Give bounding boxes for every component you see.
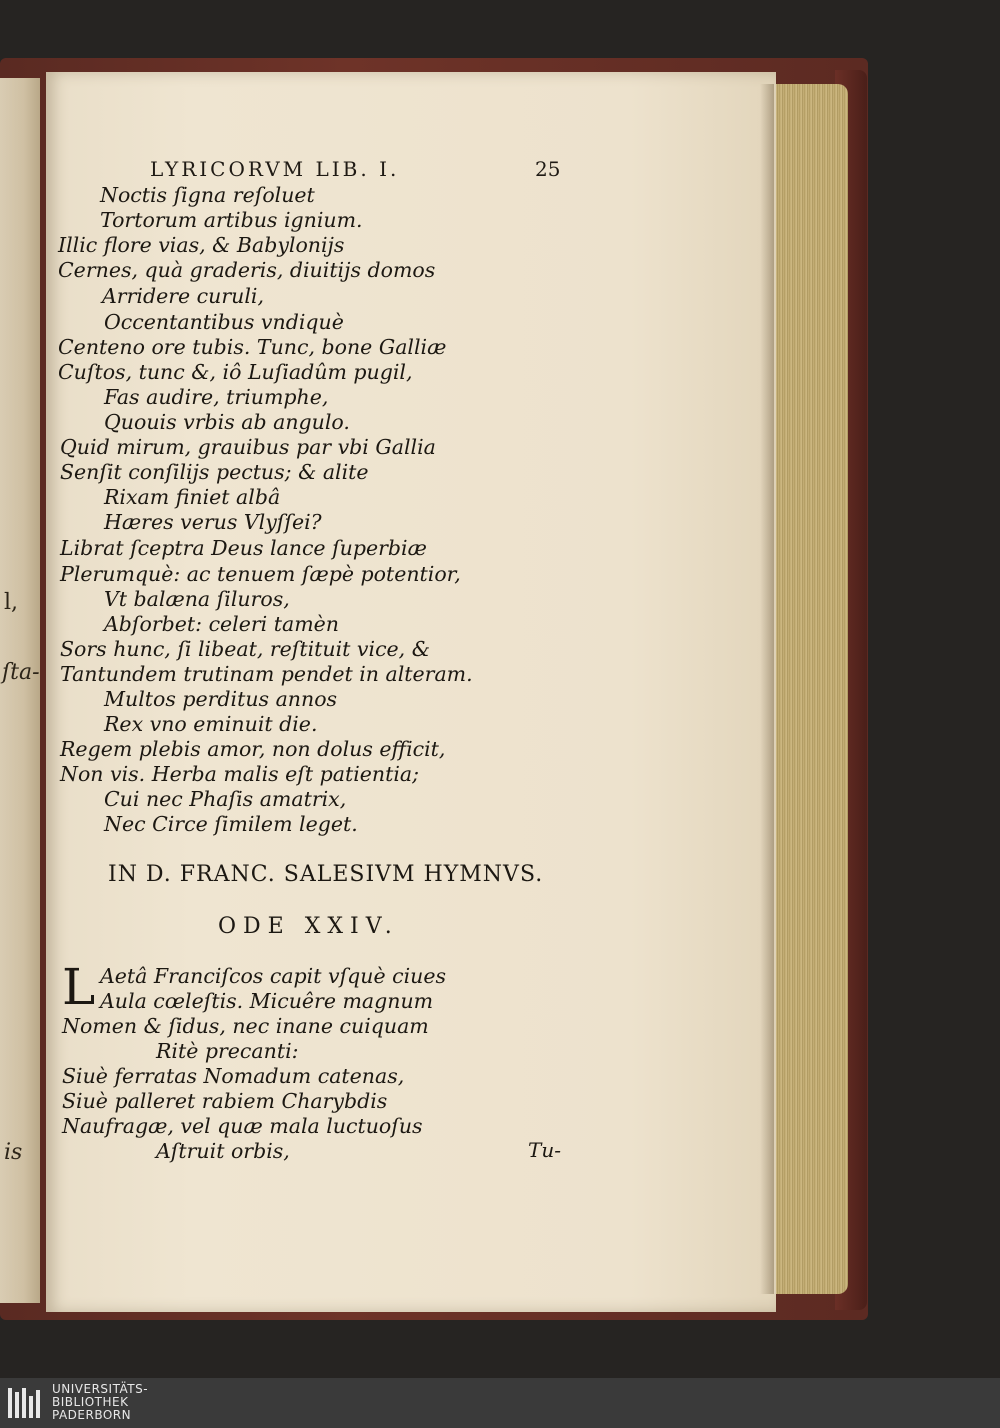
verse-line: Tantundem trutinam pendet in alteram. <box>60 662 473 686</box>
verse-line: Hæres verus Vlyſſei? <box>104 510 322 534</box>
verse-line: Rex vno eminuit die. <box>104 712 318 736</box>
verse-line: Plerumquè: ac tenuem ſæpè potentior, <box>60 562 461 586</box>
verse-line: Nec Circe ſimilem leget. <box>104 812 358 836</box>
verse-line: Aula cœleſtis. Micuêre magnum <box>100 989 434 1013</box>
verse-line: Non vis. Herba malis eſt patientia; <box>60 762 420 786</box>
facing-page-fragment: l, <box>4 590 19 615</box>
library-name-line: UNIVERSITÄTS- <box>52 1382 149 1396</box>
verse-line: Fas audire, triumphe, <box>104 385 329 409</box>
verse-line: Cernes, quà graderis, diuitijs domos <box>58 258 436 282</box>
verse-line: Siuè palleret rabiem Charybdis <box>62 1089 388 1113</box>
verse-line: Tortorum artibus ignium. <box>100 208 363 232</box>
verse-line: Abſorbet: celeri tamèn <box>104 612 339 636</box>
verse-line: Multos perditus annos <box>104 687 338 711</box>
verse-line: Nomen & ſidus, nec inane cuiquam <box>62 1014 429 1038</box>
verse-line: Rixam finiet albâ <box>104 485 281 509</box>
facing-page-fragment: ſta- <box>2 660 40 685</box>
page-fore-edge <box>768 84 848 1294</box>
library-footer <box>0 1378 1000 1428</box>
ode-title: ODE XXIV. <box>218 914 399 939</box>
verse-line: Arridere curuli, <box>102 284 264 308</box>
running-title: LYRICORVM LIB. I. <box>150 157 400 181</box>
verse-line: Quid mirum, grauibus par vbi Gallia <box>60 435 436 459</box>
verse-line: Senſit conſilijs pectus; & alite <box>60 460 369 484</box>
page-edge-shadow <box>760 84 774 1294</box>
verse-line: Aetâ Franciſcos capit vſquè ciues <box>100 964 447 988</box>
verse-line: Centeno ore tubis. Tunc, bone Galliæ <box>58 335 447 359</box>
drop-capital: L <box>62 958 96 1016</box>
facing-page-fragment: is <box>4 1140 23 1165</box>
verse-line: Ritè precanti: <box>156 1039 299 1063</box>
verse-line: Cui nec Phaſis amatrix, <box>104 787 347 811</box>
verse-line: Regem plebis amor, non dolus efficit, <box>60 737 446 761</box>
verse-line: Librat ſceptra Deus lance ſuperbiæ <box>60 536 427 560</box>
verse-line: Illic flore vias, & Babylonijs <box>58 233 345 257</box>
verse-line: Sors hunc, ſi libeat, reſtituit vice, & <box>60 637 430 661</box>
library-logo-icon <box>6 1384 44 1422</box>
library-name <box>52 1383 148 1422</box>
verse-line: Naufragæ, vel quæ mala luctuoſus <box>62 1114 423 1138</box>
library-name-line: PADERBORN <box>52 1408 132 1422</box>
verse-line: Vt balæna ſiluros, <box>104 587 290 611</box>
page-number: 25 <box>535 157 561 181</box>
library-name-line: BIBLIOTHEK <box>52 1395 129 1409</box>
catchword: Tu- <box>528 1138 561 1162</box>
verse-line: Cuſtos, tunc &, iô Luſiadûm pugil, <box>58 360 413 384</box>
running-head <box>150 157 590 181</box>
facing-page <box>0 78 40 1303</box>
verse-line: Aſtruit orbis, <box>156 1139 290 1163</box>
verse-line: Quouis vrbis ab angulo. <box>104 410 350 434</box>
hymn-title: IN D. FRANC. SALESIVM HYMNVS. <box>108 862 544 887</box>
verse-line: Siuè ferratas Nomadum catenas, <box>62 1064 405 1088</box>
verse-line: Noctis ſigna reſoluet <box>100 183 315 207</box>
verse-line: Occentantibus vndiquè <box>104 310 344 334</box>
